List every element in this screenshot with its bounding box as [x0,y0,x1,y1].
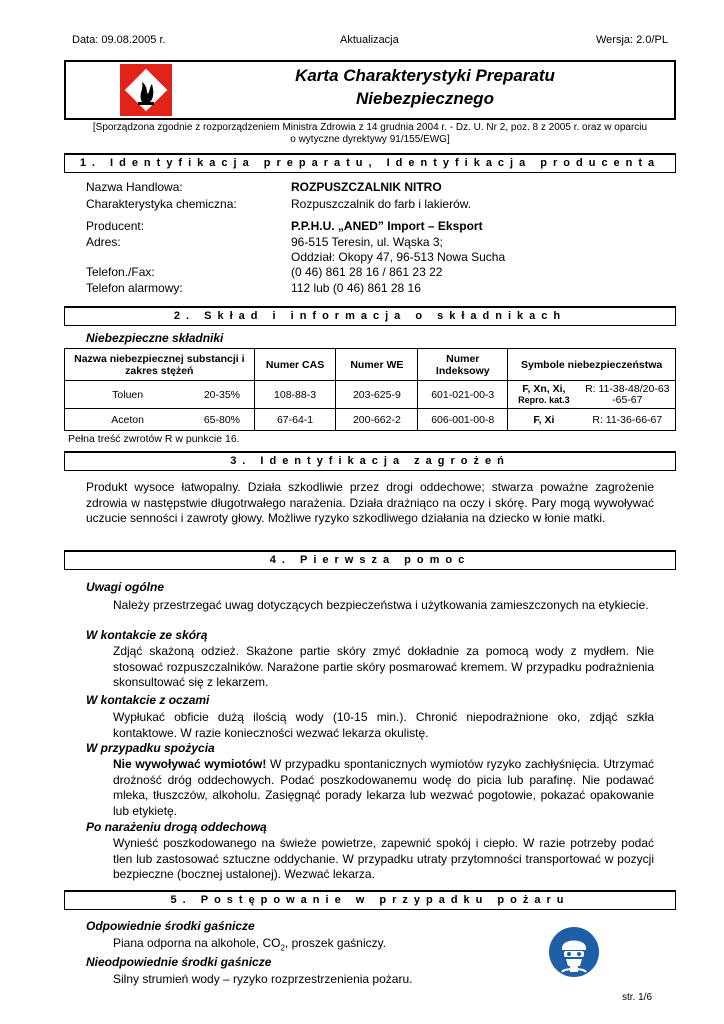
producer-label: Producent: [86,219,145,233]
document-title [180,64,670,110]
phone-value: (0 46) 861 28 16 / 861 23 22 [291,265,443,279]
table-row [65,409,676,431]
suitable-text-a: Piana odporna na alkohole, CO [113,936,281,950]
inhalation-heading: Po narażeniu drogą oddechową [86,820,267,834]
suitable-text-b: , proszek gaśniczy. [284,936,387,950]
col-header-we: Numer WE [336,349,418,381]
cell-cas: 108-88-3 [254,381,336,409]
title-line-2: Niebezpiecznego [356,89,494,108]
section-5-heading: 5. Postępowanie w przypadku pożaru [64,890,676,910]
cell-range: 65-80% [190,409,254,431]
symbols-line: F, Xn, Xi, [522,382,566,395]
version-label: Wersja: 2.0/PL [596,34,668,46]
table-header-row [65,349,676,381]
col-header-symbols: Symbole niebezpieczeństwa [508,349,676,381]
col-header-cas: Numer CAS [254,349,336,381]
general-notes-text: Należy przestrzegać uwag dotyczących bezpieczeństwa i użytkowania zamieszczonych na etykiecie. [113,598,649,612]
section-3-heading: 3. Identyfikacja zagrożeń [64,451,676,471]
title-line-1: Karta Charakterystyki Preparatu [295,66,555,85]
eye-contact-text: Wypłukać obficie dużą ilością wody (10-15 min.). Chronić niepodrażnione oko, zdjąć szkła kontaktowe. W razie konieczności wezwać lekarza okulistę. [113,710,654,740]
components-table [64,348,676,431]
update-label: Aktualizacja [340,34,399,46]
regulation-note-line-1: [Sporządzona zgodnie z rozporządzeniem Ministra Zdrowia z 14 grudnia 2004 r. - Dz. U. Nr 2, poz. 8 z 2005 r. oraz w oparciu [92,122,648,133]
regulation-note [70,122,670,146]
cell-index: 606-001-00-8 [418,409,508,431]
section-1-heading: 1. Identyfikacja preparatu, Identyfikacja producenta [64,153,676,173]
producer-value: P.P.H.U. „ANED” Import – Eksport [291,219,483,233]
phone-label: Telefon./Fax: [86,265,155,279]
r-phrases-line-2: -65-67 [612,393,643,406]
col-header-substance: Nazwa niebezpiecznej substancji i zakres stężeń [65,349,255,381]
regulation-note-line-2: o wytyczne dyrektywy 91/155/EWG] [290,134,450,145]
skin-contact-text: Zdjąć skażoną odzież. Skażone partie skóry zmyć dokładnie za pomocą wody z mydłem. Nie stosować rozpuszczalników. Narażone partie skóry posmarować kremem. W przypadku podrażnienia skonsultować się z lekarzem. [113,644,654,689]
page-number: str. 1/6 [622,992,653,1003]
ingestion-text [113,757,654,819]
chem-char-label: Charakterystyka chemiczna: [86,197,237,211]
address-line-1: 96-515 Teresin, ul. Wąska 3; [291,235,443,249]
cell-index: 601-021-00-3 [418,381,508,409]
document-date: Data: 09.08.2005 r. [72,34,166,46]
chem-char-value: Rozpuszczalnik do farb i lakierów. [291,197,472,211]
cell-we: 200-662-2 [336,409,418,431]
hazards-text: Produkt wysoce łatwopalny. Działa szkodliwie przez drogi oddechowe; stwarza poważne zagrożenie zdrowia w następstwie długotrwałego narażenia. Działa drażniąco na oczy i skórę. Pary mogą wywoływać uczucie senności i zawroty głowy. Możliwe ryzyko szkodliwego działania na dziecko w łonie matki. [86,480,654,525]
cell-cas: 67-64-1 [254,409,336,431]
ingestion-details: W przypadku spontanicznych wymiotów ryzyko zachłyśnięcia. Utrzymać drożność dróg oddechowych. Podać poszkodowanemu wodę do picia lub parafinę. Nie podawać mleka, tłuszczów, alkoholu. Zasięgnąć porady lekarza lub wezwać pogotowie, pokazać opakowanie lub etykietę. [113,757,655,818]
unsuitable-extinguishing-heading: Nieodpowiednie środki gaśnicze [86,955,272,969]
address-line-2: Oddział: Okopy 47, 96-513 Nowa Sucha [291,250,506,264]
cell-symbols [508,381,580,409]
cell-range: 20-35% [190,381,254,409]
trade-name-label: Nazwa Handlowa: [86,180,183,194]
cell-we: 203-625-9 [336,381,418,409]
flammable-hazard-icon [120,64,172,116]
skin-contact-heading: W kontakcie ze skórą [86,628,208,642]
alarm-phone-label: Telefon alarmowy: [86,281,183,295]
co2-subscript: 2 [280,943,285,953]
cell-substance: Aceton [65,409,191,431]
r-phrases-footnote: Pełna treść zwrotów R w punkcie 16. [68,433,240,445]
symbols-line-2: Repro. kat.3 [518,394,570,405]
table-row [65,381,676,409]
cell-substance: Toluen [65,381,191,409]
unsuitable-extinguishing-text: Silny strumień wody – ryzyko rozprzestrzenienia pożaru. [113,972,413,986]
inhalation-text: Wynieść poszkodowanego na świeże powietrze, zapewnić spokój i ciepło. W razie potrzeby podać tlen lub zastosować sztuczne oddychanie. W przypadku utraty przytomności transportować w pozycji bezpieczne (bocznej ustalonej). Wezwać lekarza. [113,836,654,881]
section-2-heading: 2. Skład i informacja o składnikach [64,306,676,326]
cell-r-phrases [580,381,676,409]
section-4-heading: 4. Pierwsza pomoc [64,550,676,570]
cell-r-phrases: R: 11-36-66-67 [580,409,676,431]
r-phrases-line: R: 11-38-48/20-63 [585,382,670,395]
trade-name-value: ROZPUSZCZALNIK NITRO [291,180,442,194]
general-notes-heading: Uwagi ogólne [86,580,164,594]
cell-symbols: F, Xi [508,409,580,431]
suitable-extinguishing-heading: Odpowiednie środki gaśnicze [86,919,255,933]
ingestion-heading: W przypadku spożycia [86,741,215,755]
ingestion-warning: Nie wywoływać wymiotów! [113,757,267,771]
col-header-index: Numer Indeksowy [418,349,508,381]
eye-contact-heading: W kontakcie z oczami [86,693,210,707]
respirator-mandatory-icon [548,926,600,978]
alarm-phone-value: 112 lub (0 46) 861 28 16 [291,281,421,295]
address-label: Adres: [86,235,121,249]
hazardous-components-heading: Niebezpieczne składniki [86,331,224,345]
